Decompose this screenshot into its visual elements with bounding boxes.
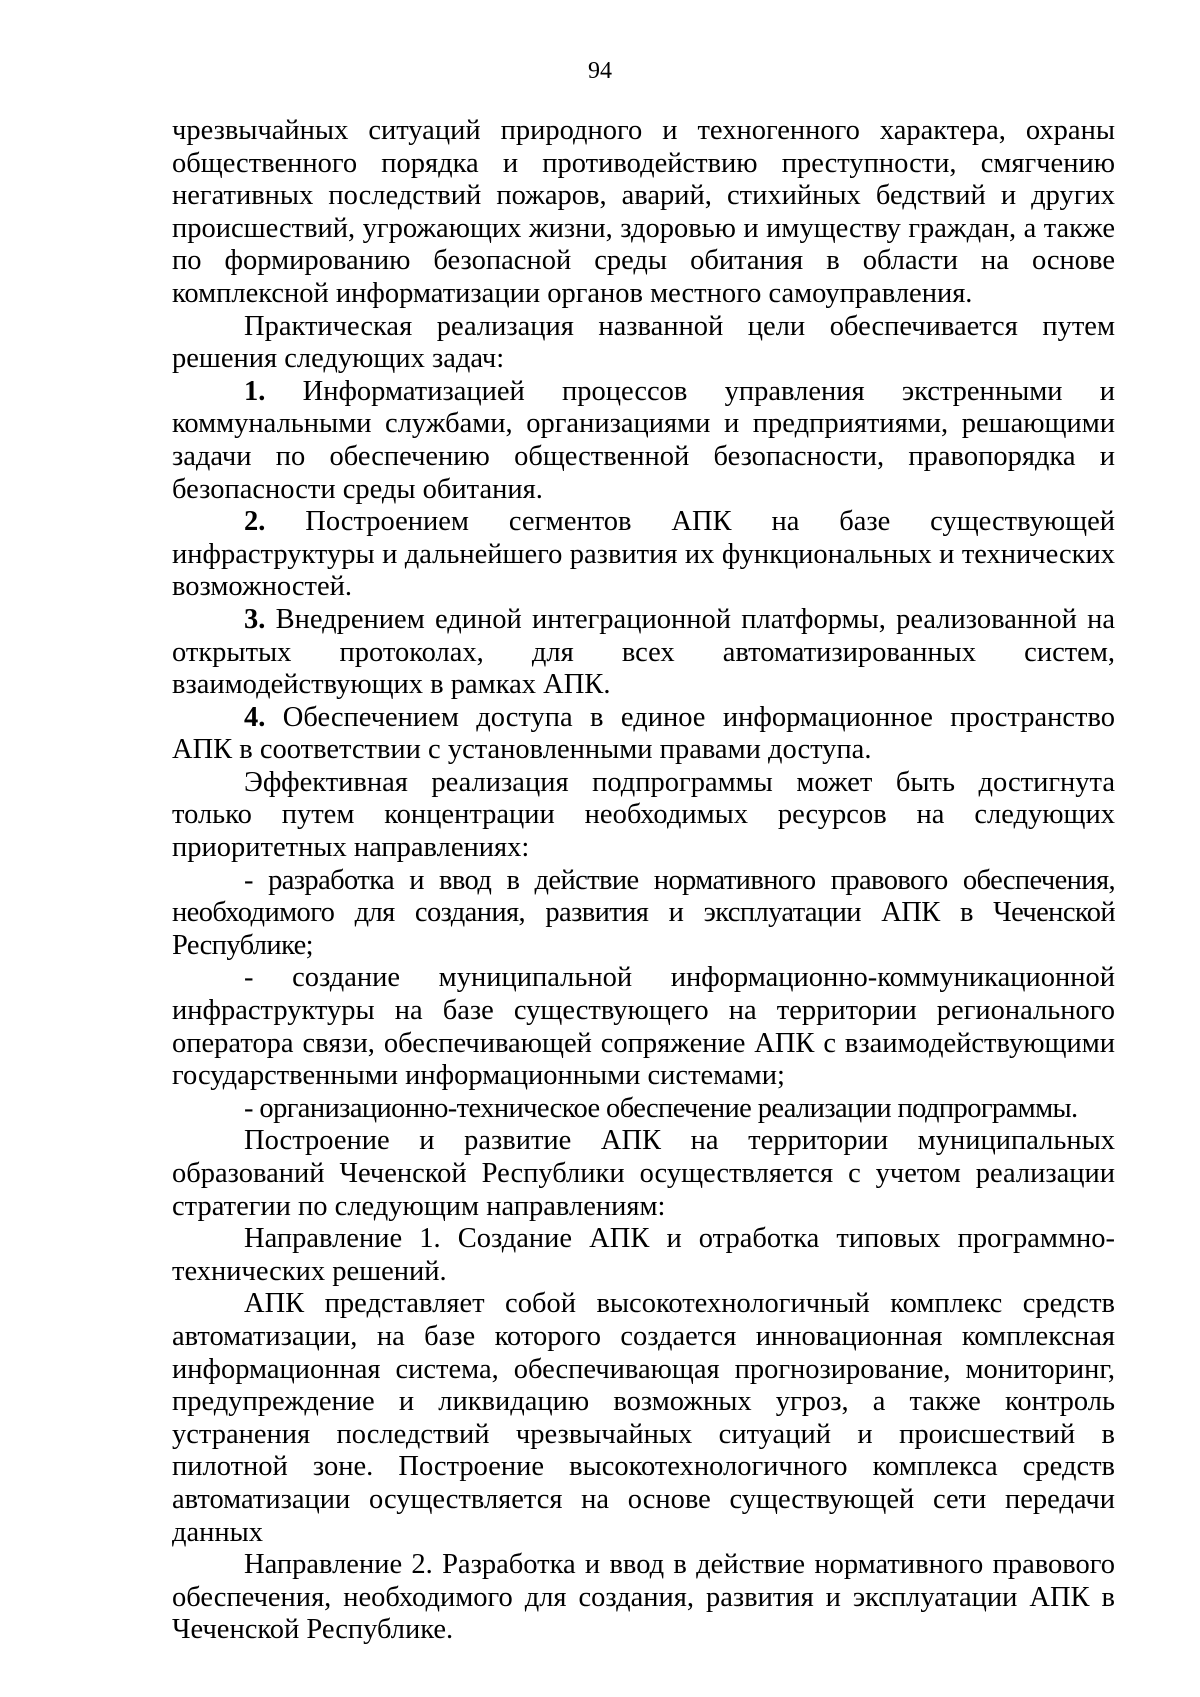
bullet-item: - организационно-техническое обеспечение реализации подпрограммы. — [244, 1092, 1078, 1124]
numbered-item — [172, 702, 1115, 767]
item-text: Информатизацией процессов управления экстренными и коммунальными службами, организациями и предприятиями, решающими задачи по обеспечению общественной безопасности, правопорядка и безопасности среды обитания. — [172, 375, 1115, 505]
bullet-item: - разработка и ввод в действие нормативного правового обеспечения, необходимого для создания, развития и эксплуатации АПК в Чеченской Республике; — [172, 864, 1115, 961]
item-text: Внедрением единой интеграционной платформы, реализованной на открытых протоколах, для всех автоматизированных систем, взаимодействующих в рамках АПК. — [172, 603, 1115, 701]
paragraph: Направление 2. Разработка и ввод в действие нормативного правового обеспечения, необходимого для создания, развития и эксплуатации АПК в Чеченской Республике. — [172, 1549, 1115, 1646]
paragraph: чрезвычайных ситуаций природного и техногенного характера, охраны общественного порядка и противодействию преступности, смягчению негативных последствий пожаров, аварий, стихийных бедствий и других происшествий, угрожающих жизни, здоровью и имуществу граждан, а также по формированию безопасной среды обитания в области на основе комплексной информатизации органов местного самоуправления. — [172, 115, 1115, 309]
item-number: 3. — [244, 603, 266, 635]
paragraph: Построение и развитие АПК на территории муниципальных образований Чеченской Республики осуществляется с учетом реализации стратегии по следующим направлениям: — [172, 1125, 1115, 1222]
item-text: Построением сегментов АПК на базе существующей инфраструктуры и дальнейшего развития их функциональных и технических возможностей. — [172, 506, 1115, 603]
item-text: Обеспечением доступа в единое информационное пространство АПК в соответствии с установленными правами доступа. — [172, 701, 1115, 766]
paragraph: Практическая реализация названной цели обеспечивается путем решения следующих задач: — [172, 310, 1115, 375]
numbered-item — [172, 604, 1115, 702]
paragraph: АПК представляет собой высокотехнологичный комплекс средств автоматизации, на базе которого создается инновационная комплексная информационная система, обеспечивающая прогнозирование, мониторинг, предупреждение и ликвидацию возможных угроз, а также контроль устранения последствий чрезвычайных ситуаций и происшествий в пилотной зоне. Построение высокотехнологичного комплекса средств автоматизации осуществляется на основе существующей сети передачи данных — [172, 1288, 1115, 1548]
item-number: 2. — [244, 506, 266, 538]
page-number: 94 — [588, 58, 612, 84]
paragraph: Направление 1. Создание АПК и отработка типовых программно-технических решений. — [172, 1223, 1115, 1287]
numbered-item — [172, 376, 1115, 506]
item-number: 4. — [244, 701, 266, 733]
item-number: 1. — [244, 375, 266, 407]
bullet-item: - создание муниципальной информационно-коммуникационной инфраструктуры на базе существующего на территории регионального оператора связи, обеспечивающей сопряжение АПК с взаимодействующими государственными информационными системами; — [172, 962, 1115, 1092]
paragraph: Эффективная реализация подпрограммы может быть достигнута только путем концентрации необходимых ресурсов на следующих приоритетных направлениях: — [172, 766, 1115, 864]
document-body — [172, 115, 1115, 1647]
numbered-item — [172, 506, 1115, 604]
